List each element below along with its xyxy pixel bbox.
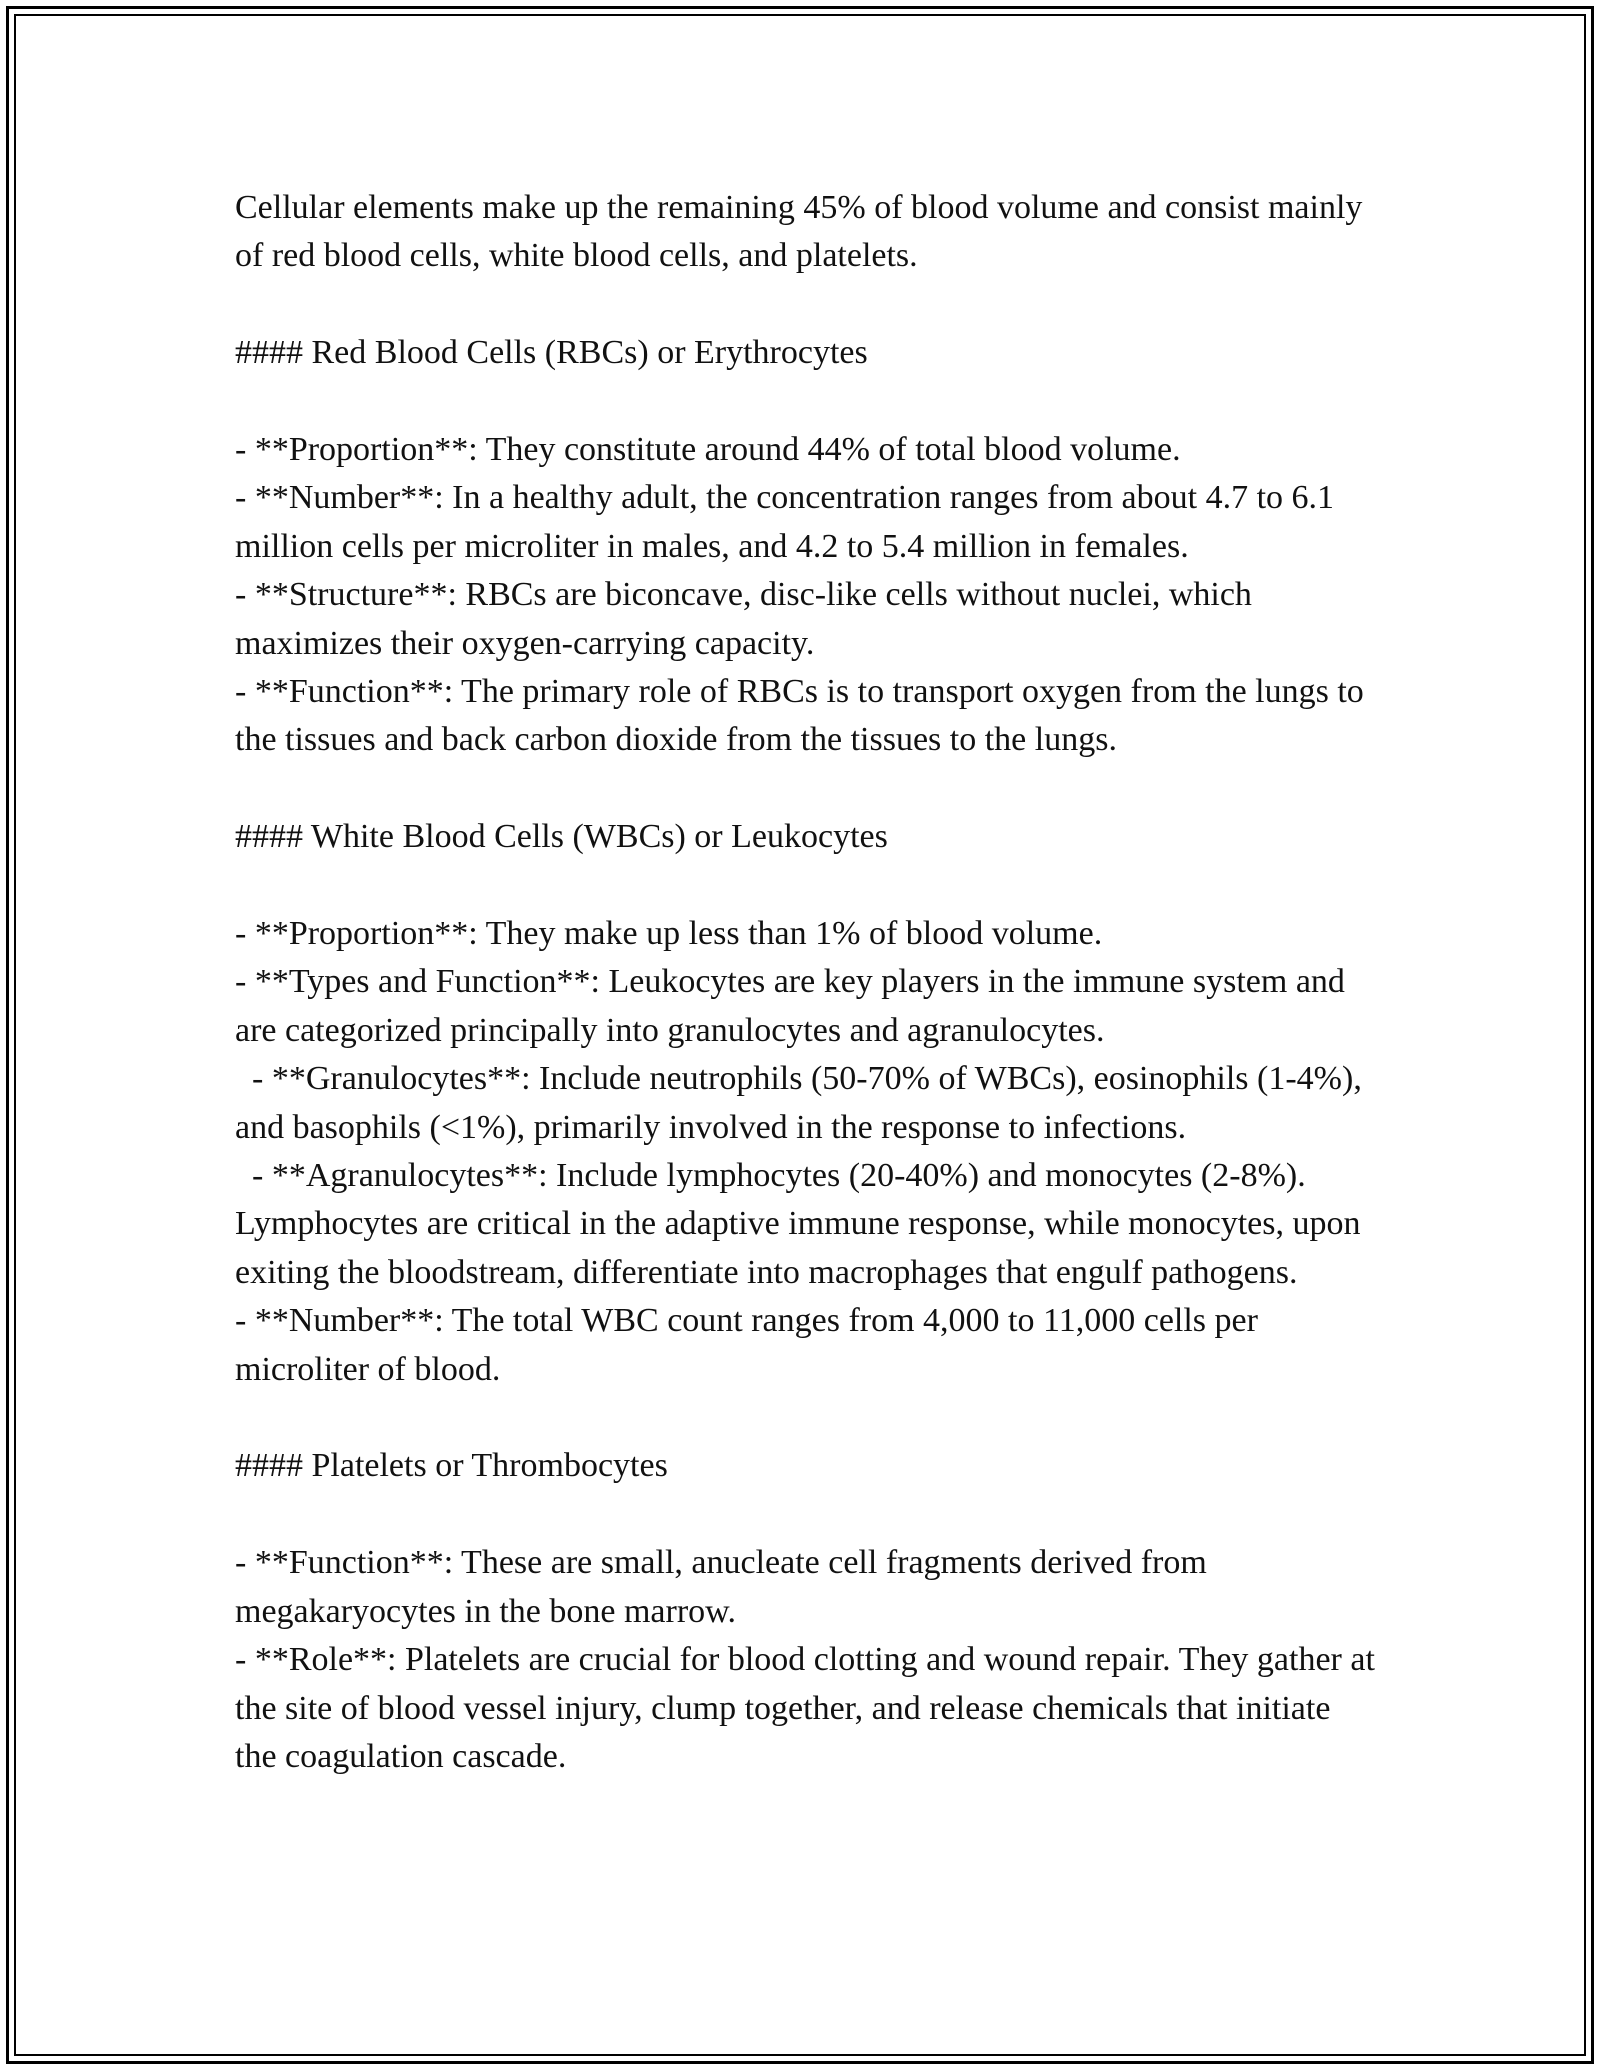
document-page [235,184,1384,1781]
spacer [235,378,1375,426]
wbc-item-proportion: - **Proportion**: They make up less than 1% of blood volume. [235,915,1103,953]
spacer [235,1394,1375,1442]
rbc-item-proportion: - **Proportion**: They constitute around 44% of total blood volume. [235,431,1181,468]
spacer [235,281,1375,329]
rbc-item-number: - **Number**: In a healthy adult, the concentration ranges from about 4.7 to 6.1 million cells per microliter in males, and 4.2 to 5.4 million in females. [235,479,1343,565]
section-heading-platelets: #### Platelets or Thrombocytes [235,1447,668,1485]
rbc-item-structure: - **Structure**: RBCs are biconcave, disc-like cells without nuclei, which maximizes their oxygen-carrying capacity. [235,576,1261,662]
rbc-item-function: - **Function**: The primary role of RBCs is to transport oxygen from the lungs to the tissues and back carbon dioxide from the tissues to the lungs. [235,673,1373,759]
wbc-item-types-function: - **Types and Function**: Leukocytes are key players in the immune system and are categorized principally into granulocytes and agranulocytes. [235,963,1354,1049]
spacer [235,862,1375,910]
intro-paragraph: Cellular elements make up the remaining 45% of blood volume and consist mainly of red blood cells, white blood cells, and platelets. [235,189,1371,275]
spacer [235,765,1375,813]
platelets-item-role: - **Role**: Platelets are crucial for blood clotting and wound repair. They gather at the site of blood vessel injury, clump together, and release chemicals that initiate the coagulation cascade. [235,1641,1384,1775]
wbc-item-granulocytes: - **Granulocytes**: Include neutrophils (50-70% of WBCs), eosinophils (1-4%), and basophils (<1%), primarily involved in the response to infections. [235,1060,1371,1146]
section-heading-rbc: #### Red Blood Cells (RBCs) or Erythrocytes [235,334,868,372]
platelets-item-function: - **Function**: These are small, anucleate cell fragments derived from megakaryocytes in the bone marrow. [235,1544,1216,1630]
wbc-item-number: - **Number**: The total WBC count ranges from 4,000 to 11,000 cells per microliter of blood. [235,1302,1267,1388]
spacer [235,1491,1375,1539]
section-heading-wbc: #### White Blood Cells (WBCs) or Leukocytes [235,818,888,856]
wbc-item-agranulocytes: - **Agranulocytes**: Include lymphocytes (20-40%) and monocytes (2-8%). Lymphocytes are critical in the adaptive immune response, while monocytes, upon exiting the bloodstream, differentiate into macrophages that engulf pathogens. [235,1157,1369,1291]
